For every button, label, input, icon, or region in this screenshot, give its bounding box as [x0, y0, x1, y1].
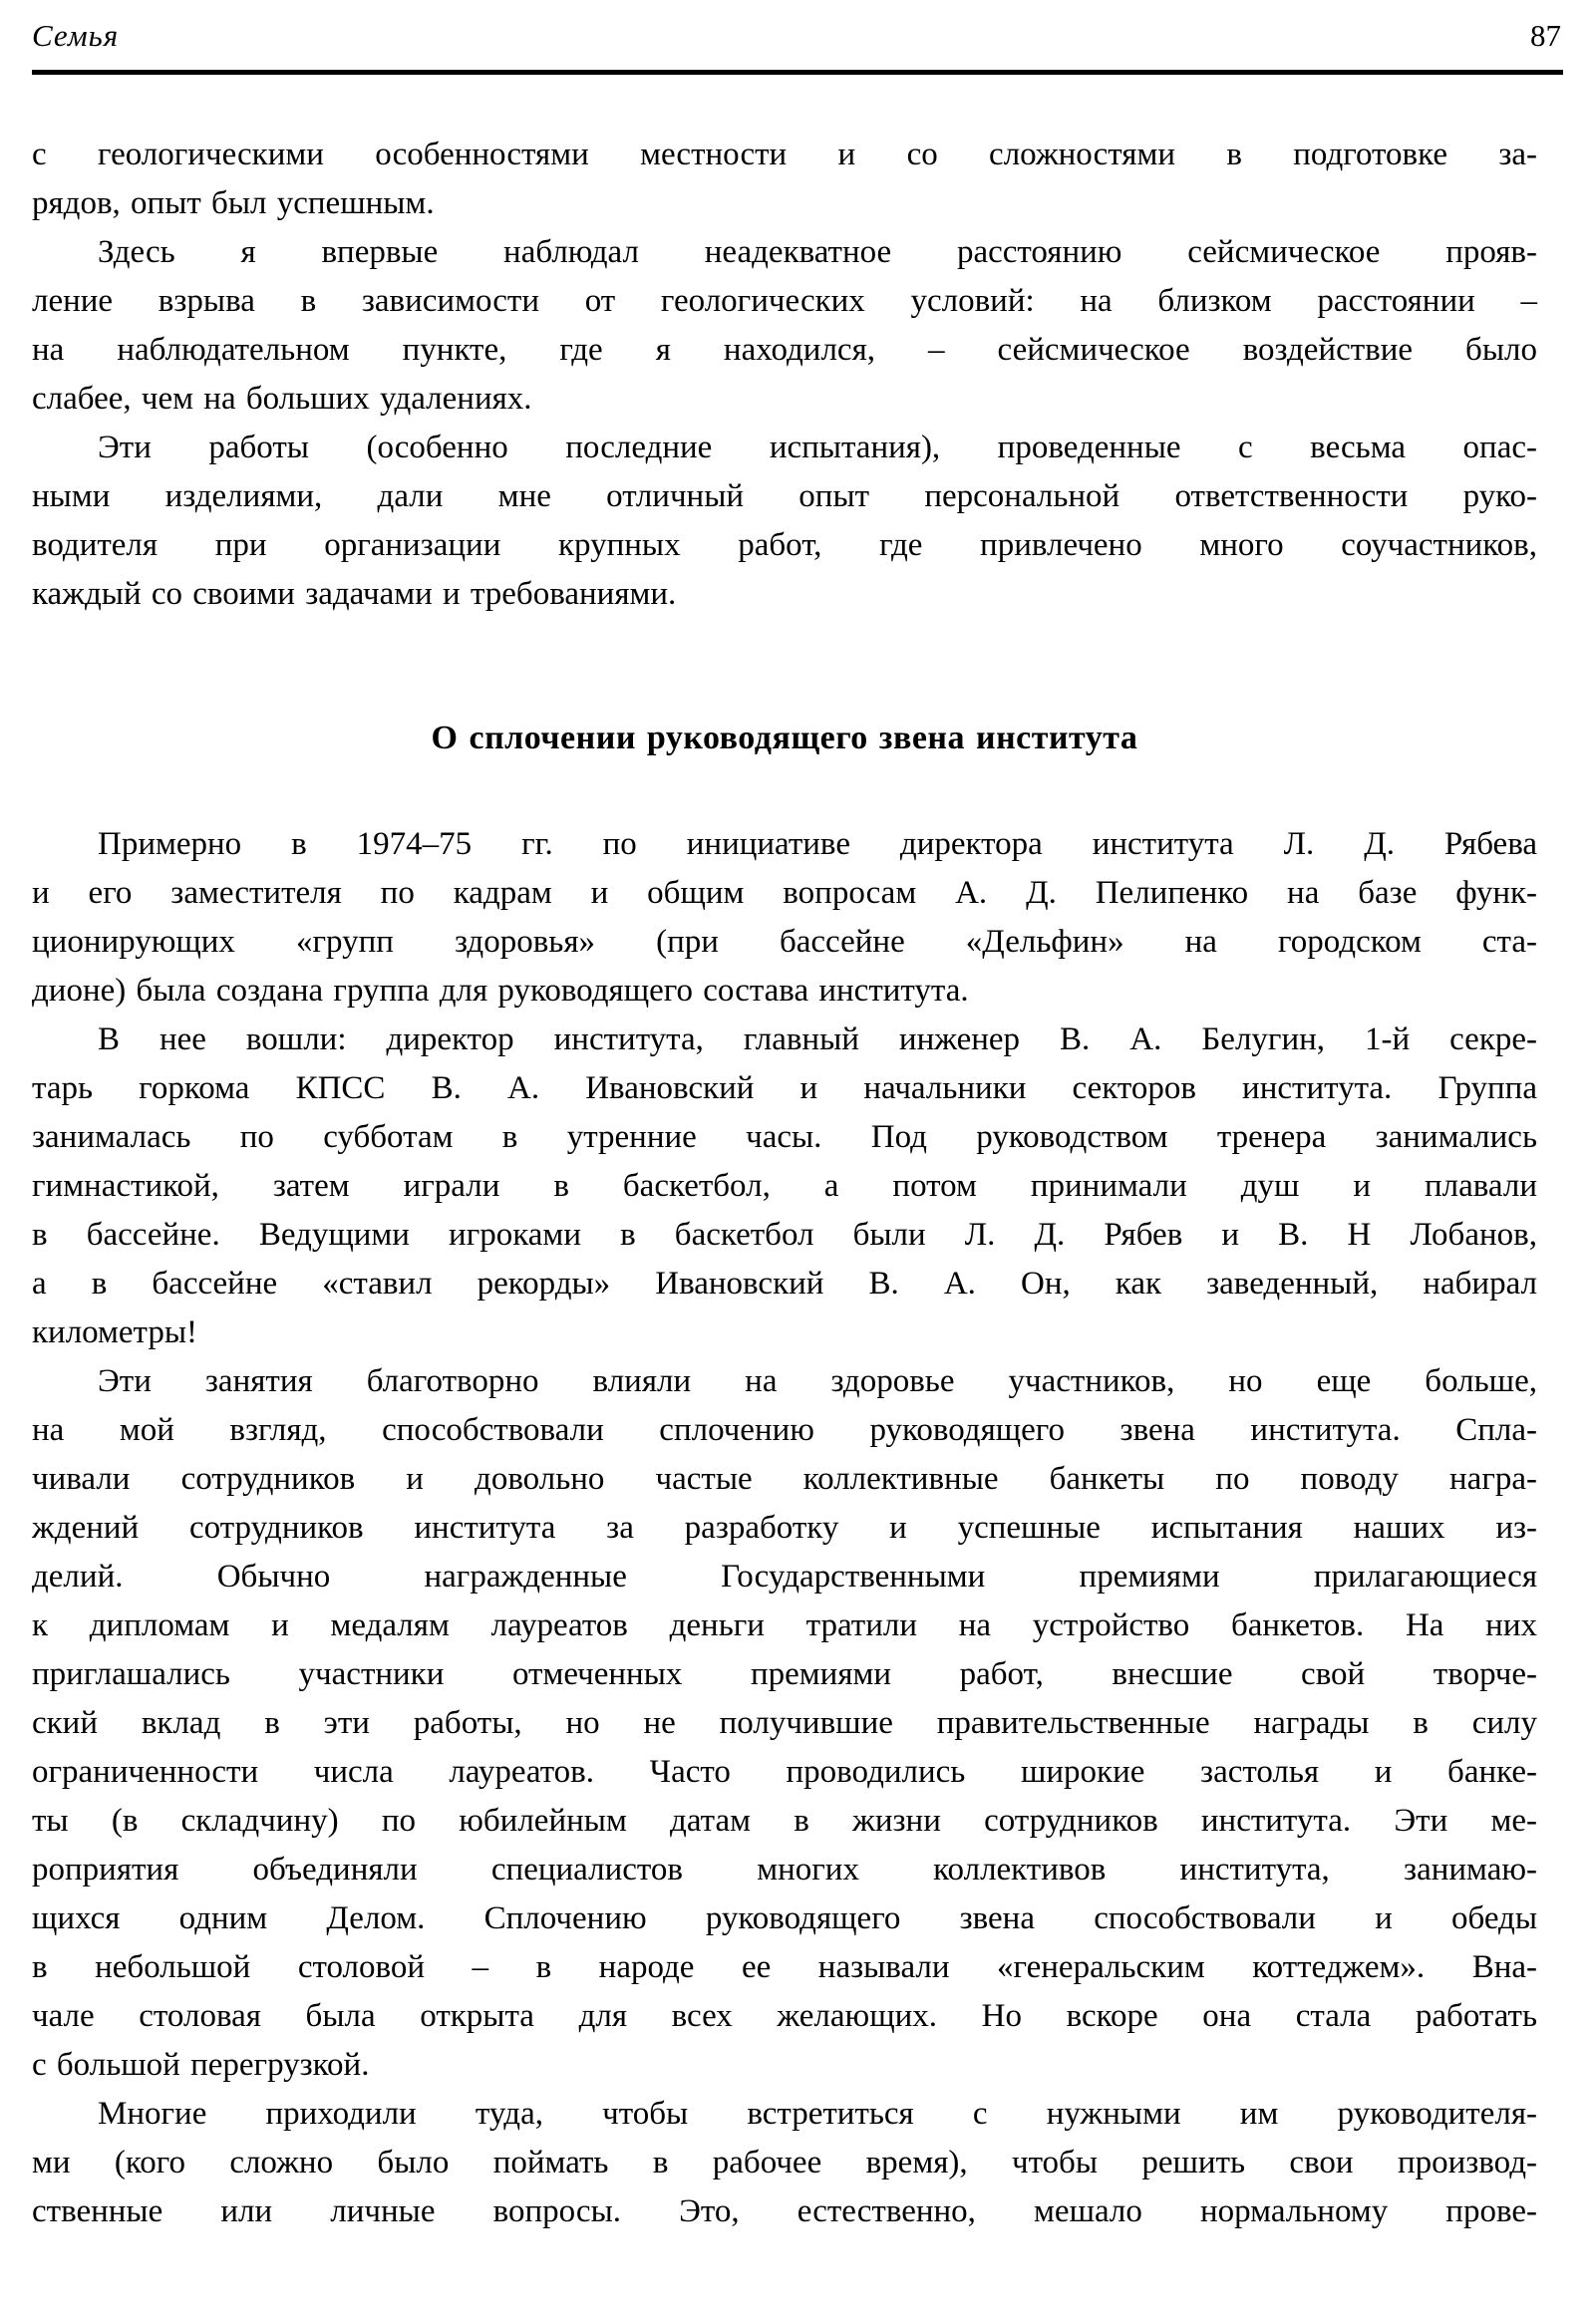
running-title: Семья [32, 18, 120, 53]
text-line: на мой взгляд, способствовали сплочению руководящего звена института. Спла- [32, 1412, 1537, 1448]
text-line: и его заместителя по кадрам и общим вопросам А. Д. Пелипенко на базе функ- [32, 875, 1537, 911]
text-line: Эти работы (особенно последние испытания), проведенные с весьма опас- [98, 430, 1537, 465]
text-line: водителя при организации крупных работ, где привлечено много соучастников, [32, 527, 1537, 563]
text-line: Примерно в 1974–75 гг. по инициативе директора института Л. Д. Рябева [98, 826, 1537, 862]
text-line: к дипломам и медалям лауреатов деньги тратили на устройство банкетов. На них [32, 1607, 1537, 1643]
paragraph [32, 228, 1537, 424]
page-body [32, 131, 1537, 2236]
text-line: занималась по субботам в утренние часы. Под руководством тренера занимались [32, 1119, 1537, 1155]
paragraph [32, 1016, 1537, 1357]
text-line: тарь горкома КПСС В. А. Ивановский и начальники секторов института. Группа [32, 1070, 1537, 1106]
text-line: щихся одним Делом. Сплочению руководящего звена способствовали и обеды [32, 1900, 1537, 1936]
text-line: на наблюдательном пункте, где я находился, – сейсмическое воздействие было [32, 332, 1537, 368]
text-line: Здесь я впервые наблюдал неадекватное расстоянию сейсмическое прояв- [98, 234, 1537, 270]
paragraph [32, 2090, 1537, 2236]
text-line: ограниченности числа лауреатов. Часто проводились широкие застолья и банке- [32, 1754, 1537, 1790]
text-line: В нее вошли: директор института, главный инженер В. А. Белугин, 1-й секре- [98, 1021, 1537, 1057]
text-line: роприятия объединяли специалистов многих коллективов института, занимаю- [32, 1852, 1537, 1888]
text-line: рядов, опыт был успешным. [32, 185, 435, 221]
text-line: ционирующих «групп здоровья» (при бассейне «Дельфин» на городском ста- [32, 924, 1537, 960]
paragraph [32, 1357, 1537, 2090]
text-line: ственные или личные вопросы. Это, естественно, мешало нормальному прове- [32, 2193, 1537, 2229]
text-line: Многие приходили туда, чтобы встретиться с нужными им руководителя- [98, 2096, 1537, 2132]
text-line: в бассейне. Ведущими игроками в баскетбол были Л. Д. Рябев и В. Н Лобанов, [32, 1217, 1537, 1253]
text-line: гимнастикой, затем играли в баскетбол, а потом принимали душ и плавали [32, 1168, 1537, 1204]
page-number: 87 [1530, 18, 1561, 53]
text-line: ление взрыва в зависимости от геологических условий: на близком расстоянии – [32, 283, 1537, 319]
text-line: ский вклад в эти работы, но не получившие правительственные награды в силу [32, 1705, 1537, 1741]
text-line: чале столовая была открыта для всех желающих. Но вскоре она стала работать [32, 1998, 1537, 2034]
text-line: с большой перегрузкой. [32, 2047, 370, 2083]
text-block-after-heading [32, 820, 1537, 2236]
text-line: каждый со своими задачами и требованиями. [32, 576, 677, 612]
text-line: ными изделиями, дали мне отличный опыт персональной ответственности руко- [32, 478, 1537, 514]
text-line: слабее, чем на больших удалениях. [32, 381, 532, 417]
paragraph [32, 424, 1537, 619]
text-block-before-heading [32, 131, 1537, 619]
paragraph [32, 131, 1537, 228]
text-line: дионе) была создана группа для руководящего состава института. [32, 973, 969, 1009]
text-line: ты (в складчину) по юбилейным датам в жизни сотрудников института. Эти ме- [32, 1803, 1537, 1839]
text-line: ми (кого сложно было поймать в рабочее время), чтобы решить свои производ- [32, 2145, 1537, 2180]
text-line: а в бассейне «ставил рекорды» Ивановский В. А. Он, как заведенный, набирал [32, 1266, 1537, 1302]
text-line: приглашались участники отмеченных премиями работ, внесшие свой творче- [32, 1656, 1537, 1692]
header-rule [32, 70, 1563, 75]
text-line: с геологическими особенностями местности и со сложностями в подготовке за- [32, 137, 1537, 172]
text-line: в небольшой столовой – в народе ее называли «генеральским коттеджем». Вна- [32, 1949, 1537, 1985]
text-line: Эти занятия благотворно влияли на здоровье участников, но еще больше, [98, 1363, 1537, 1399]
page-header [32, 18, 1563, 54]
text-line: километры! [32, 1314, 198, 1350]
text-line: чивали сотрудников и довольно частые коллективные банкеты по поводу награ- [32, 1461, 1537, 1497]
text-line: делий. Обычно награжденные Государственными премиями прилагающиеся [32, 1559, 1537, 1595]
paragraph [32, 820, 1537, 1016]
section-heading: О сплочении руководящего звена института [431, 720, 1138, 756]
text-line: ждений сотрудников института за разработку и успешные испытания наших из- [32, 1510, 1537, 1546]
